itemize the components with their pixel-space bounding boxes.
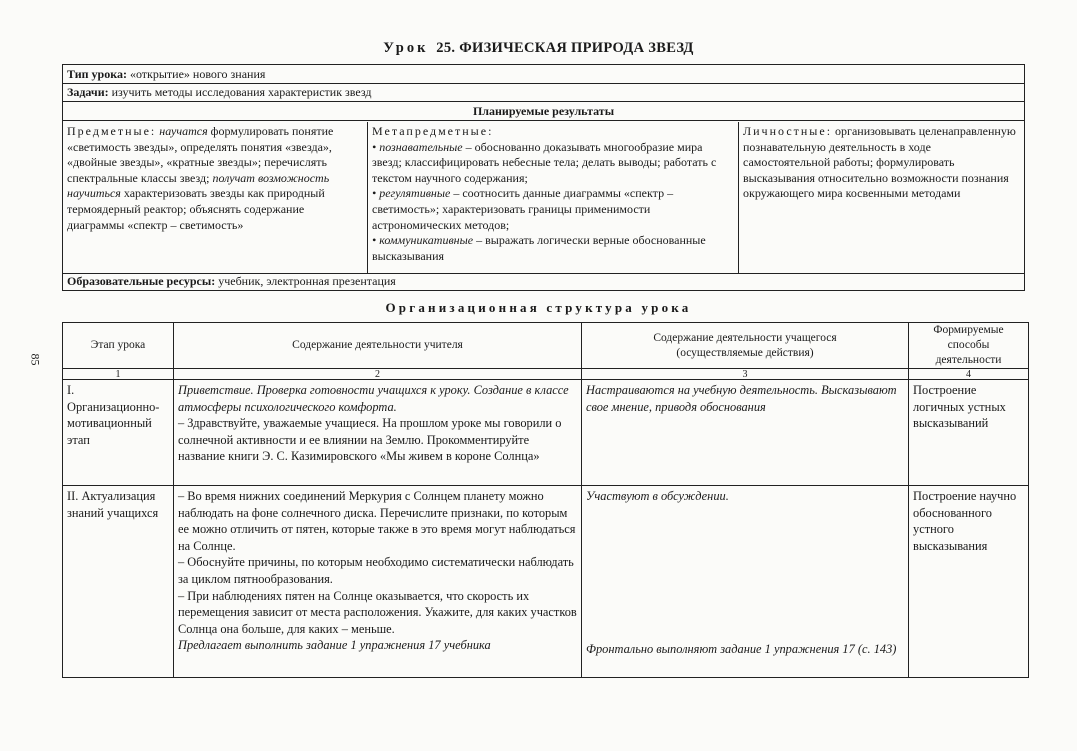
row1-teacher-text: – Здравствуйте, уважаемые учащиеся. На прошлом уроке мы говорили о солнечной активности и ее влиянии на Землю. Прокомментируйте название книги Э. С. Казимировского «Мы живем в короне Солнца» [178, 416, 562, 464]
subject-text2-italic: получат возможность научиться [67, 170, 330, 201]
subject-text1-italic: научатся [159, 124, 208, 138]
row1-student: Настраиваются на учебную деятельность. Высказывают свое мнение, приводя обоснования [586, 383, 897, 414]
row2-student-1: Участвуют в обсуждении. [586, 489, 729, 503]
personal-text: организовывать целенаправленную познавательную деятельность в ходе самостоятельной работы; формулировать высказывания относительно возможности познания окружающего мира косвенными методами [743, 124, 1016, 201]
personal-label: Личностные: [743, 124, 833, 138]
tasks-row [63, 85, 1024, 102]
row1-stage: I. Организационно-мотивационный этап [67, 383, 160, 447]
meta-cognitive: • познавательные – обоснованно доказывать многообразие мира звезд; классифицировать небесные тела; делать выводы; работать с текстом научного содержания; [372, 139, 717, 185]
lesson-structure-table [62, 322, 1029, 678]
page-number: 85 [28, 353, 43, 366]
lesson-prefix: Урок [383, 40, 429, 56]
row2-student-2: Фронтально выполняют задание 1 упражнения 17 (с. 143) [586, 642, 897, 656]
lesson-title [0, 40, 1077, 57]
meta-regulative: • регулятивные – соотносить данные диаграммы «спектр – светимость»; характеризовать границы применимости астрономических методов; [372, 186, 674, 232]
header-stage: Этап урока [90, 339, 146, 351]
lesson-name: 25. ФИЗИЧЕСКАЯ ПРИРОДА ЗВЕЗД [436, 40, 694, 56]
row2-stage: II. Актуализация знаний учащихся [67, 489, 159, 520]
planned-results-heading: Планируемые результаты [63, 104, 1024, 121]
header-student: Содержание деятельности учащегося (осуществляемые действия) [653, 331, 837, 359]
row1-skills: Построение логичных устных высказываний [913, 383, 1006, 431]
tasks-value: изучить методы исследования характеристик звезд [111, 85, 372, 99]
col-number-4: 4 [966, 369, 971, 380]
tasks-label: Задачи: [67, 85, 109, 99]
row2-skills: Построение научно обоснованного устного высказывания [913, 489, 1017, 553]
lesson-type-row [63, 67, 1024, 84]
lesson-type-value: «открытие» нового знания [129, 67, 266, 81]
meta-results [368, 122, 739, 273]
subject-results [63, 122, 368, 273]
row1-teacher-italic: Приветствие. Проверка готовности учащихся к уроку. Создание в классе атмосферы психологического комфорта. [178, 383, 569, 414]
lesson-type-label: Тип урока: [67, 67, 127, 81]
col-number-1: 1 [115, 369, 121, 380]
subject-label: Предметные: [67, 124, 157, 138]
org-structure-title: Организационная структура урока [385, 300, 692, 315]
meta-label: Метапредметные: [372, 124, 494, 138]
row2-teacher-p2: – Обоснуйте причины, по которым необходимо систематически наблюдать за циклом пятнообразования. [178, 555, 574, 586]
resources-label: Образовательные ресурсы: [67, 274, 216, 288]
row1-teacher [174, 381, 581, 466]
subject-text2: характеризовать звезды как природный термоядерный реактор; объяснять содержание диаграммы «спектр – светимость» [67, 186, 325, 232]
col-number-2: 2 [375, 369, 380, 380]
lesson-info-table [62, 64, 1025, 291]
row2-teacher-p1: – Во время нижних соединений Меркурия с Солнцем планету можно наблюдать на фоне солнечного диска. Перечислите признаки, по которым ее можно отличить от пятен, которые также в это время могут наблюдаться на Солнце. [178, 489, 576, 553]
header-teacher: Содержание деятельности учителя [292, 339, 463, 351]
row2-teacher-p3: – При наблюдениях пятен на Солнце оказывается, что скорость их перемещения зависит от места расположения. Укажите, для каких участков Солнца она больше, для каких – меньше. [178, 588, 577, 636]
meta-communicative: • коммуникативные – выражать логически верные обоснованные высказывания [372, 233, 706, 263]
col-number-3: 3 [742, 369, 748, 380]
row2-teacher-italic: Предлагает выполнить задание 1 упражнения 17 учебника [178, 638, 491, 653]
header-skills: Формируемые способы деятельности [933, 324, 1004, 366]
resources-row [63, 273, 1024, 290]
resources-value: учебник, электронная презентация [218, 274, 396, 288]
subject-text1: формулировать понятие «светимость звезды», определять понятия «звезда», «двойные звезды», «кратные звезды»; перечислять спектральные классы звезд; [67, 124, 334, 185]
personal-results [739, 122, 1024, 273]
row2-teacher [174, 487, 581, 655]
